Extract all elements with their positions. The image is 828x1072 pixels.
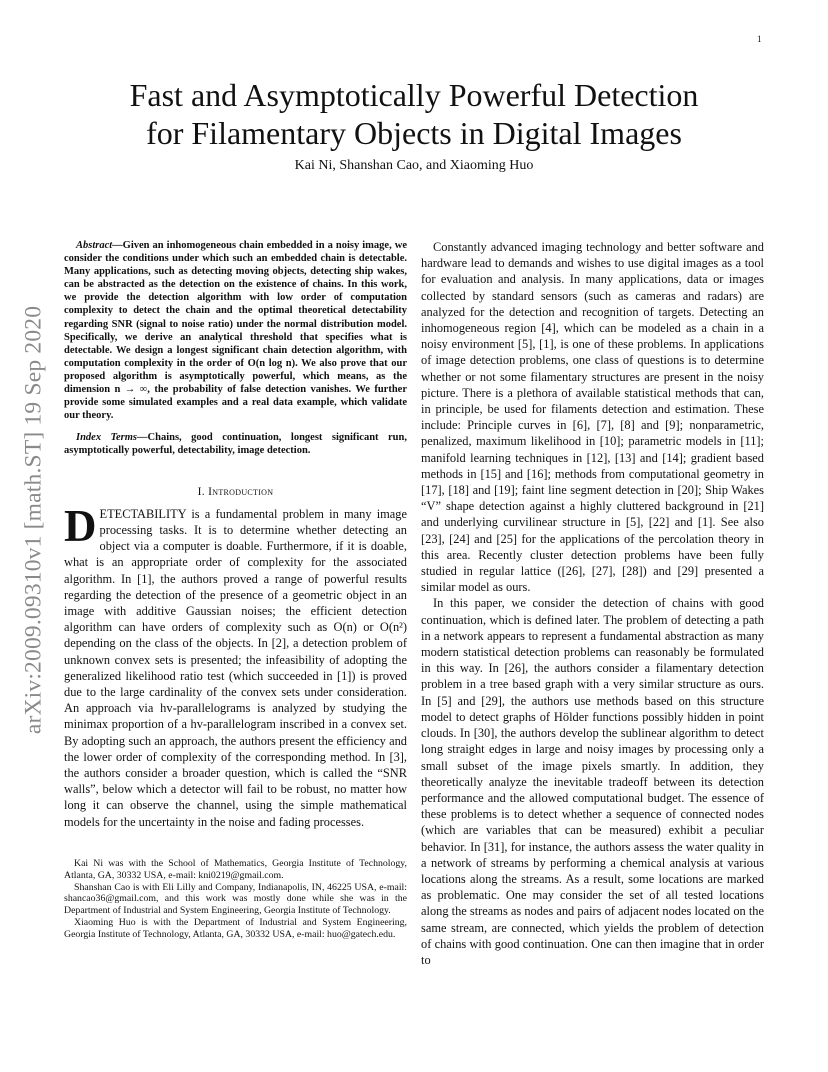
drop-cap: D xyxy=(64,500,97,551)
title-line-2: for Filamentary Objects in Digital Images xyxy=(146,115,682,151)
footnotes xyxy=(64,858,407,941)
footnote-1: Kai Ni was with the School of Mathematics, Georgia Institute of Technology, Atlanta, GA, 30332 USA, e-mail: kni0219@gmail.com. xyxy=(64,857,407,881)
footnote-3: Xiaoming Huo is with the Department of Industrial and System Engineering, Georgia Institute of Technology, Atlanta, GA, 30332 USA, e-mail: huo@gatech.edu. xyxy=(64,917,407,941)
paper-title xyxy=(60,76,768,152)
title-line-1: Fast and Asymptotically Powerful Detection xyxy=(129,77,699,113)
abstract-label: Abstract xyxy=(76,240,113,251)
footnote-2: Shanshan Cao is with Eli Lilly and Company, Indianapolis, IN, 46225 USA, e-mail: shancao36@gmail.com, and this work was mostly done while she was in the Department of Industrial and System Engineering, Georgia Institute of Technology. xyxy=(64,881,407,917)
index-terms-label: Index Terms xyxy=(76,432,138,444)
page-number: 1 xyxy=(757,34,762,44)
right-paragraph-2: In this paper, we consider the detection of chains with good continuation, which is defined later. The problem of detecting a path in a network appears to represent a fundamental abstraction as many modern statistical detection problems can reasonably be formulated in this way. In [26], the authors consider a filamentary detection problem in a tree based graph with a very similar structure as ours. In [5] and [29], the authors use methods based on this structure model to detect graphs of Hölder functions possibly hidden in point clouds. In [30], the authors develop the sublinear algorithm to detect long straight edges in large and noisy images by processing only a small subset of the image pixels smartly. In addition, they theoretically analyze the inevitable tradeoff between its detection performance and the allowed computational budget. The essence of these problems is to detect whether a sequence of connected nodes (which are variables that can be measured) exhibit a peculiar behavior. In [31], for instance, the authors assess the water quality in a network of streams by performing a chemical analysis at various locations along the streams. As a result, some locations are marked as problematic. One may consider the set of all tested locations along the streams as nodes and pairs of adjacent nodes located on the same stream, are connected, which yields the problem of detection of chains with good continuation. One can then imagine that in order to xyxy=(421,596,764,967)
left-column xyxy=(64,239,407,941)
right-paragraph-1: Constantly advanced imaging technology and better software and hardware lead to demands and wishes to use digital images as a tool for evaluation and analysis. In many applications, data or images collected by standard sensors (such as cameras and radars) are analyzed for the detection and recognition of targets. Detecting an inhomogeneous region [4], which can be modeled as a chain in a noisy environment [5], [1], is one of these problems. In applications of image detection problems, one class of questions is to determine whether or not some filamentary structures are present in the noisy picture. There is a plethora of available statistical methods that can, in principle, be used for filaments detection and estimation. These include: Principle curves in [6], [7], [8] and [9]; nonparametric, penalized, maximum likelihood in [10]; parametric models in [11]; manifold learning techniques in [12], [13] and [14]; gradient based methods in [15] and [16]; methods from computational geometry in [17], [18] and [19]; faint line segment detection in [20]; Ship Wakes “V” shape detection against a highly cluttered background in [21] and underlying curvilinear structure in [5], [22] and [1]. See also [23], [24] and [25] for the applications of the percolation theory in this area. Recently cluster detection problems have been fully studied in regular lattice ([26], [27], [28]) and [29] presented a similar model as ours. xyxy=(421,240,764,595)
abstract xyxy=(64,239,407,422)
right-column xyxy=(421,239,764,968)
abstract-text: —Given an inhomogeneous chain embedded in a noisy image, we consider the conditions under which such an embedded chain is detectable. Many applications, such as detecting moving objects, detecting ship wakes, can be abstracted as the detection on the existence of chains. In this work, we provide the detection algorithm with low order of computation complexity to detect the chain and the optimal theoretical detectability regarding SNR (signal to noise ratio) under the normal distribution model. Specifically, we derive an analytical threshold that specifies what is detectable. We design a longest significant chain detection algorithm, with computation complexity in the order of O(n log n). We also prove that our proposed algorithm is asymptotically powerful, which means, as the dimension n → ∞, the probability of false detection vanishes. We further provide some simulated examples and a real data example, which validate our theory. xyxy=(64,240,407,422)
intro-paragraph xyxy=(64,500,407,830)
author-list: Kai Ni, Shanshan Cao, and Xiaoming Huo xyxy=(294,158,534,173)
index-terms xyxy=(64,431,407,457)
intro-text: ETECTABILITY is a fundamental problem in many image processing tasks. It is to determine whether detecting an object via a computer is doable. Furthermore, if it is doable, what is an appropriate order of complexity for the associated algorithm. In [1], the authors proved a range of powerful results regarding the detection of the presence of a geometric object in an image with additive Gaussian noises; the efficient detection algorithm can have orders of complexity such as O(n) or O(n²) depending on the class of the objects. In [2], a detection problem of unknown convex sets is presented; the infeasibility of adopting the generalized likelihood ratio test (which succeeded in [1]) is proved due to the large cardinality of the convex sets under consideration. An approach via hv-parallelograms is analyzed by studying the minimax proportion of a hv-parallelogram inscribed in a convex set. By adopting such an approach, the authors present the efficiency and the lower order of complexity of the corresponding method. In [3], the authors consider a broader question, which is called the “SNR walls”, below which a detector will fail to be robust, no matter how long it can observe the channel, using the simple mathematical models for the uncertainty in the noise and fading processes. xyxy=(64,506,407,829)
section-heading: I. Introduction xyxy=(197,485,274,498)
index-terms-text: —Chains, good continuation, longest significant run, asymptotically powerful, detectability, image detection. xyxy=(64,432,407,457)
arxiv-stamp: arXiv:2009.09310v1 [math.ST] 19 Sep 2020 xyxy=(20,305,47,735)
